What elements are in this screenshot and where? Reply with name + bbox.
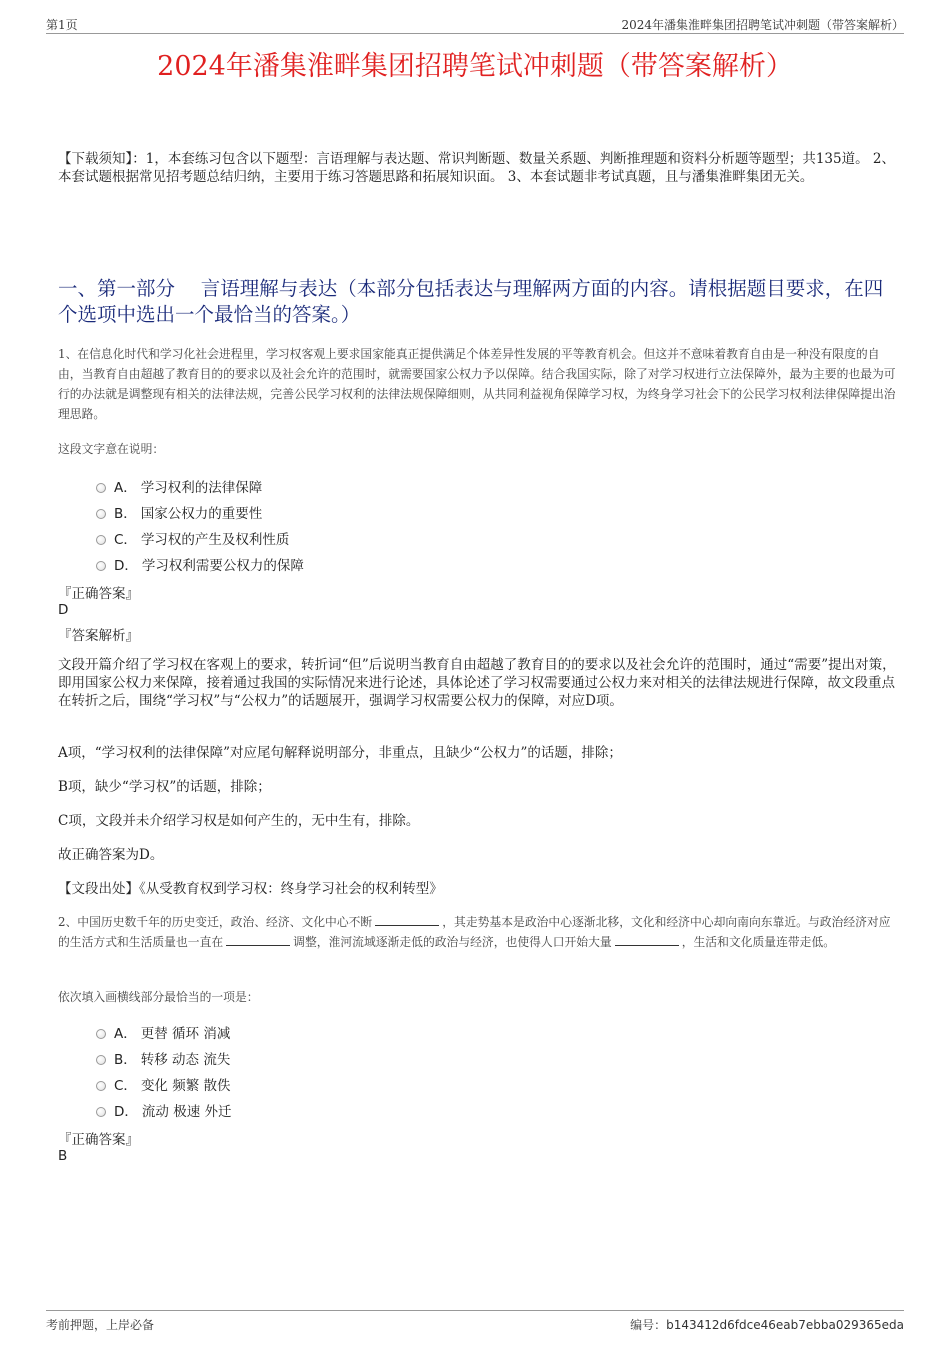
document-title: 2024年潘集淮畔集团招聘笔试冲刺题（带答案解析）: [157, 51, 793, 82]
page-footer: [46, 1310, 904, 1334]
q1-analysis-b: B项，缺少“学习权”的话题，排除；: [58, 779, 271, 795]
q1-option-c[interactable]: C． 学习权的产生及权利性质: [96, 528, 289, 548]
q1-source: 【文段出处】《从受教育权到学习权：终身学习社会的权利转型》: [58, 881, 443, 897]
radio-icon[interactable]: [96, 1081, 106, 1091]
q1-answer-value: D: [58, 602, 69, 618]
footer-code: 编号：b143412d6fdce46eab7ebba029365eda: [630, 1318, 904, 1332]
header-doc-title: 2024年潘集淮畔集团招聘笔试冲刺题（带答案解析）: [621, 18, 904, 32]
question-1-text: 1、在信息化时代和学习化社会进程里，学习权客观上要求国家能真正提供满足个体差异性发展的平等教育机会。但这并不意味着教育自由是一种没有限度的自由，当教育自由超越了教育目的的要求以及社会允许的范围时，就需要国家公权力予以保障。结合我国实际，除了对学习权进行立法保障外，最为主要的也最为可行的办法就是调整现有相关的法律法规，完善公民学习权利的法律法规保障细则，从共同利益视角保障学习权，为终身学习社会下的公民学习权利法律保障提出治理思路。: [58, 347, 896, 421]
q2-option-d[interactable]: D． 流动 极速 外迁: [96, 1100, 232, 1120]
radio-icon[interactable]: [96, 1107, 106, 1117]
q2-answer-value: B: [58, 1148, 68, 1164]
q1-analysis-paragraph: 文段开篇介绍了学习权在客观上的要求，转折词“但”后说明当教育自由超越了教育目的的要求以及社会允许的范围时，通过“需要”提出对策，即用国家公权力来保障，接着通过我国的实际情况来进行论述，具体论述了学习权需要通过公权力来对相关的法律法规进行保障，故文段重点在转折之后，围绕“学习权”与“公权力”的话题展开，强调学习权需要公权力的保障，对应D项。: [58, 657, 896, 709]
q1-analysis-a: A项，“学习权利的法律保障”对应尾句解释说明部分，非重点，且缺少“公权力”的话题，排除；: [58, 745, 622, 761]
question-2-text: 2、中国历史数千年的历史变迁，政治、经济、文化中心不断 ，其走势基本是政治中心逐渐北移，文化和经济中心却向南向东靠近。与政治经济对应的生活方式和生活质量也一直在 调整，淮河流域逐渐走低的政治与经济，也使得人口开始大量 ，生活和文化质量连带走低。: [58, 915, 891, 949]
question-1-prompt: 这段文字意在说明：: [58, 442, 165, 456]
radio-icon[interactable]: [96, 1055, 106, 1065]
page-number: 第1页: [46, 18, 78, 32]
fill-blank-1: [375, 914, 439, 926]
download-notice: 【下载须知】：1，本套练习包含以下题型：言语理解与表达题、常识判断题、数量关系题、判断推理题和资料分析题等题型；共135道。 2、本套试题根据常见招考题总结归纳，主要用于练习答题思路和拓展知识面。 3、本套试题非考试真题，且与潘集淮畔集团无关。: [58, 151, 895, 185]
footer-slogan: 考前押题，上岸必备: [46, 1318, 155, 1332]
section-heading: 一、第一部分 言语理解与表达（本部分包括表达与理解两方面的内容。请根据题目要求，在四个选项中选出一个最恰当的答案。）: [58, 277, 884, 326]
q1-answer-label: 『正确答案』: [58, 586, 139, 602]
q2-option-b[interactable]: B． 转移 动态 流失: [96, 1048, 230, 1068]
q1-option-a[interactable]: A． 学习权利的法律保障: [96, 476, 262, 496]
fill-blank-3: [615, 934, 679, 946]
radio-icon[interactable]: [96, 483, 106, 493]
radio-icon[interactable]: [96, 535, 106, 545]
q2-option-a[interactable]: A． 更替 循环 消减: [96, 1022, 230, 1042]
question-2-prompt: 依次填入画横线部分最恰当的一项是：: [58, 990, 259, 1004]
radio-icon[interactable]: [96, 561, 106, 571]
fill-blank-2: [226, 934, 290, 946]
q1-analysis-c: C项，文段并未介绍学习权是如何产生的，无中生有，排除。: [58, 813, 420, 829]
page-header: [46, 14, 904, 34]
radio-icon[interactable]: [96, 1029, 106, 1039]
q1-analysis-label: 『答案解析』: [58, 628, 139, 644]
q1-option-d[interactable]: D． 学习权利需要公权力的保障: [96, 554, 304, 574]
q1-option-b[interactable]: B． 国家公权力的重要性: [96, 502, 262, 522]
q2-answer-label: 『正确答案』: [58, 1132, 139, 1148]
q2-option-c[interactable]: C． 变化 频繁 散佚: [96, 1074, 231, 1094]
q1-analysis-conclusion: 故正确答案为D。: [58, 847, 164, 863]
radio-icon[interactable]: [96, 509, 106, 519]
